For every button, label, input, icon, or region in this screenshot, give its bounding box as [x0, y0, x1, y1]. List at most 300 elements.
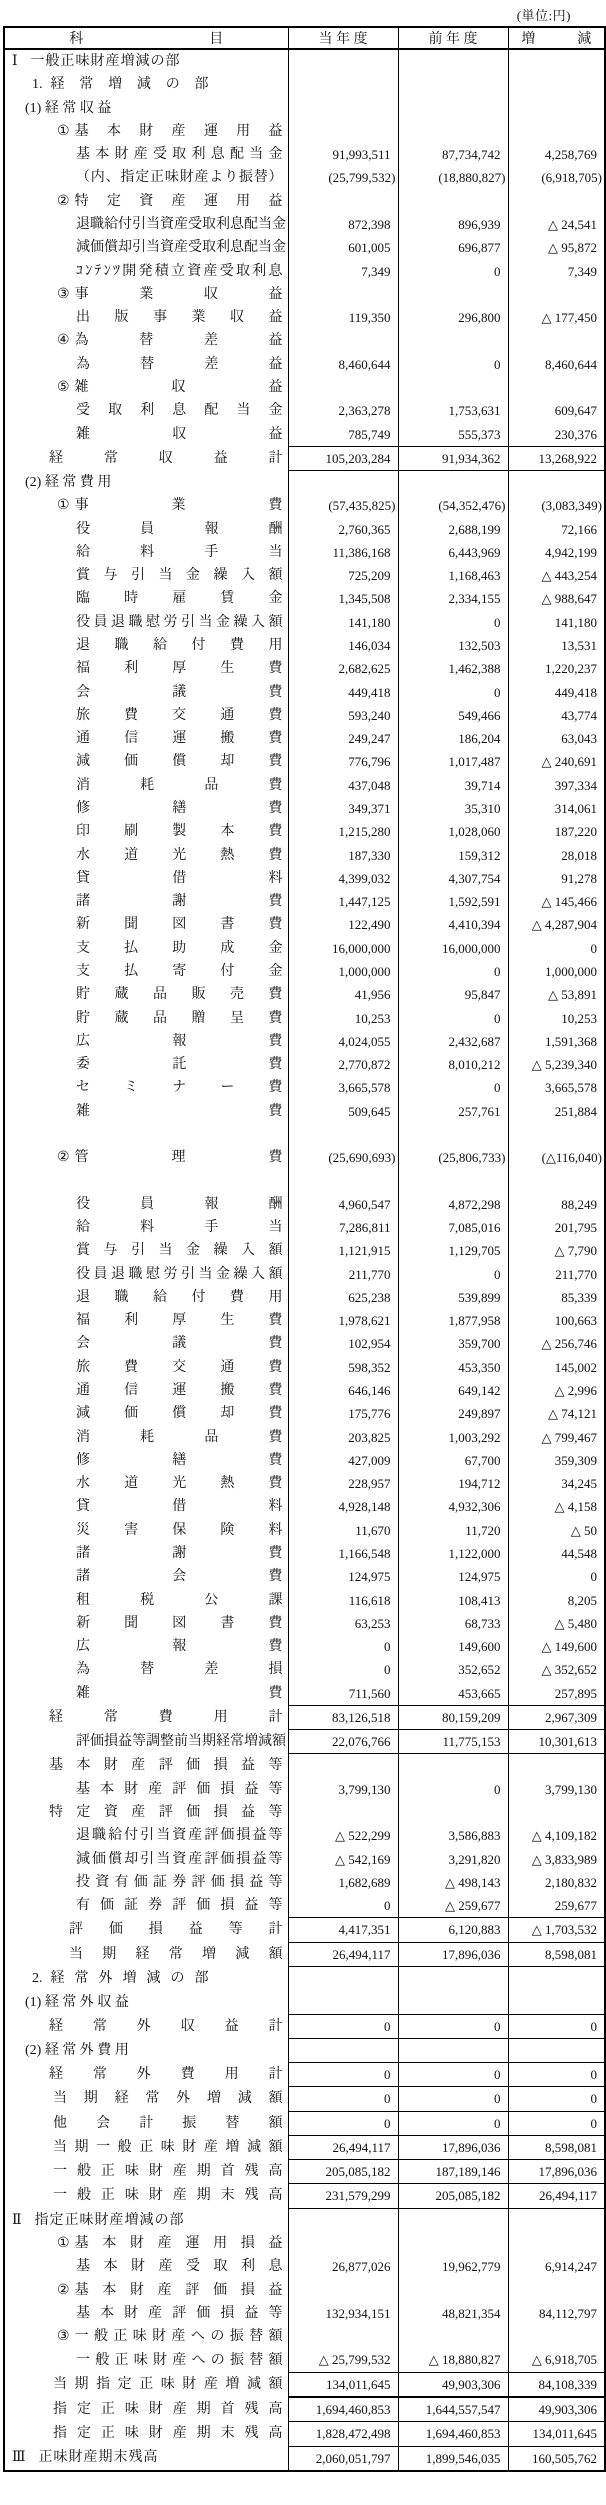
value-previous-year: 95,847: [398, 983, 508, 1006]
value-change: 1,000,000: [508, 960, 605, 983]
value-current-year: 16,000,000: [288, 937, 398, 960]
account-label: 臨時雇賃金: [76, 591, 283, 607]
value-change: 0: [508, 2014, 605, 2038]
value-current-year: 2,682,625: [288, 657, 398, 680]
value-current-year: 0: [288, 2063, 398, 2087]
value-change: △ 50: [508, 1519, 605, 1542]
subsection-title: 経常増減の部: [50, 77, 209, 93]
value-previous-year: [398, 2232, 508, 2255]
circled-number: ②: [57, 193, 70, 209]
value-current-year: 91,993,511: [288, 143, 398, 166]
value-change: 43,774: [508, 704, 605, 727]
value-current-year: [288, 1967, 398, 1991]
table-row: [4, 890, 605, 913]
value-change: [508, 471, 605, 495]
account-label: 当期経常外増減額: [53, 2091, 283, 2107]
value-current-year: 105,203,284: [288, 446, 398, 470]
account-label: 賞与引当金繰入額: [76, 1243, 283, 1259]
account-label: 消耗品費: [76, 777, 283, 793]
value-change: 259,677: [508, 1894, 605, 1918]
table-row: [4, 2397, 605, 2422]
account-label: 減価償却引当資産評価損益等: [76, 1851, 283, 1867]
account-label: 新聞図書費: [76, 917, 283, 933]
value-change: 84,108,339: [508, 2372, 605, 2397]
value-current-year: 437,048: [288, 774, 398, 797]
value-current-year: 601,005: [288, 236, 398, 259]
value-current-year: 0: [288, 2014, 398, 2038]
value-current-year: 598,352: [288, 1356, 398, 1379]
account-label: [4, 494, 288, 517]
value-change: (△116,040): [508, 1146, 605, 1169]
account-label: [4, 2279, 288, 2302]
account-label: 諸会費: [76, 1569, 283, 1585]
table-row: [4, 329, 605, 352]
table-row: [4, 797, 605, 820]
value-change: 134,011,645: [508, 2422, 605, 2446]
value-change: △ 7,790: [508, 1239, 605, 1262]
account-label: 貸借料: [76, 1499, 283, 1515]
account-label: 退職給付引当資産評価損益等: [76, 1828, 283, 1844]
account-label: [4, 2208, 288, 2232]
table-row: [4, 446, 605, 470]
account-label: 経常費用計: [49, 1709, 283, 1725]
value-current-year: 134,011,645: [288, 2372, 398, 2397]
account-label: 特定資産評価損益等: [49, 1805, 283, 1821]
value-current-year: 102,954: [288, 1332, 398, 1355]
table-row: [4, 1801, 605, 1824]
table-row: [4, 634, 605, 657]
account-label: 減価償却引当資産受取利息配当金: [76, 240, 286, 256]
value-previous-year: △ 18,880,827: [398, 2348, 508, 2372]
value-change: △ 177,450: [508, 306, 605, 329]
value-change: △ 352,652: [508, 1658, 605, 1681]
account-label: 貸借料: [76, 870, 283, 886]
account-label: 貯蔵品贈呈費: [76, 1010, 283, 1026]
account-label: 受取利息配当金: [76, 403, 283, 419]
account-name: 雑収益: [74, 379, 283, 395]
value-previous-year: [398, 1754, 508, 1778]
value-change: [508, 1801, 605, 1824]
value-current-year: 711,560: [288, 1682, 398, 1706]
value-previous-year: 1,028,060: [398, 820, 508, 843]
value-previous-year: 1,003,292: [398, 1426, 508, 1449]
value-previous-year: 16,000,000: [398, 937, 508, 960]
value-current-year: 4,417,351: [288, 1918, 398, 1942]
value-change: 0: [508, 2111, 605, 2135]
circled-number: ①: [57, 498, 70, 514]
circled-number: ③: [57, 2329, 70, 2345]
value-change: 397,334: [508, 774, 605, 797]
account-label: 給料手当: [76, 544, 283, 560]
value-current-year: 26,877,026: [288, 2255, 398, 2278]
account-label: 福利厚生費: [76, 661, 283, 677]
table-row: [4, 260, 605, 283]
value-current-year: 1,828,472,498: [288, 2422, 398, 2446]
account-name: 一般正味財産への振替額: [74, 2329, 283, 2345]
value-current-year: 26,494,117: [288, 2135, 398, 2159]
value-change: 85,339: [508, 1286, 605, 1309]
value-previous-year: 108,413: [398, 1589, 508, 1612]
table-row: [4, 2087, 605, 2111]
value-previous-year: 0: [398, 681, 508, 704]
account-label: 当期経常増減額: [69, 1946, 283, 1962]
section-numeral: Ⅱ: [12, 2212, 22, 2228]
value-change: 91,278: [508, 867, 605, 890]
account-label: (1) 経 常 外 収 益: [25, 1994, 129, 2010]
account-label: 旅費交通費: [76, 1359, 283, 1375]
value-change: 4,258,769: [508, 143, 605, 166]
table-row: [4, 1053, 605, 1076]
account-label: [4, 49, 288, 73]
account-label: 出版事業収益: [76, 310, 283, 326]
value-current-year: 4,960,547: [288, 1193, 398, 1216]
value-change: 8,460,644: [508, 353, 605, 376]
value-previous-year: 48,821,354: [398, 2302, 508, 2325]
value-current-year: 4,399,032: [288, 867, 398, 890]
value-current-year: 7,286,811: [288, 1216, 398, 1239]
value-previous-year: [398, 190, 508, 213]
table-row: [4, 120, 605, 143]
table-row: [4, 541, 605, 564]
account-label: 修繕費: [76, 800, 283, 816]
section-numeral: Ⅲ: [12, 2450, 26, 2466]
value-current-year: 11,386,168: [288, 541, 398, 564]
value-previous-year: 1,877,958: [398, 1309, 508, 1332]
column-header-current-year: 当 年 度: [288, 27, 398, 49]
table-row: [4, 1263, 605, 1286]
value-previous-year: [398, 1967, 508, 1991]
value-previous-year: 453,665: [398, 1682, 508, 1706]
column-header-account: 科 目: [4, 27, 288, 49]
value-change: 3,665,578: [508, 1076, 605, 1099]
value-current-year: 2,770,872: [288, 1053, 398, 1076]
value-change: △ 240,691: [508, 750, 605, 773]
value-change: [508, 73, 605, 96]
value-change: [508, 2325, 605, 2348]
value-previous-year: 91,934,362: [398, 446, 508, 470]
account-label: [4, 1169, 288, 1192]
value-previous-year: 132,503: [398, 634, 508, 657]
value-change: 72,166: [508, 518, 605, 541]
value-change: 145,002: [508, 1356, 605, 1379]
table-row: [4, 937, 605, 960]
value-previous-year: 4,932,306: [398, 1495, 508, 1518]
table-row: [4, 1942, 605, 1966]
account-label: 委託費: [76, 1057, 283, 1073]
value-previous-year: 8,010,212: [398, 1053, 508, 1076]
value-change: △ 145,466: [508, 890, 605, 913]
value-change: △ 5,239,340: [508, 1053, 605, 1076]
value-previous-year: 87,734,742: [398, 143, 508, 166]
section-numeral: Ⅰ: [12, 54, 18, 69]
value-current-year: △ 25,799,532: [288, 2348, 398, 2372]
table-row: [4, 1990, 605, 2014]
table-row: [4, 2014, 605, 2038]
value-previous-year: [398, 2208, 508, 2232]
account-label: 会議費: [76, 684, 283, 700]
value-previous-year: 17,896,036: [398, 2135, 508, 2159]
value-change: [508, 1123, 605, 1146]
account-name: 事業収益: [74, 286, 283, 302]
section-title: 指定正味財産増減の部: [34, 2212, 185, 2228]
table-row: [4, 353, 605, 376]
value-previous-year: 2,432,687: [398, 1030, 508, 1053]
value-previous-year: 0: [398, 2063, 508, 2087]
value-change: △ 4,109,182: [508, 1824, 605, 1847]
value-previous-year: △ 259,677: [398, 1894, 508, 1918]
value-change: △ 53,891: [508, 983, 605, 1006]
table-row: [4, 681, 605, 704]
value-current-year: 1,215,280: [288, 820, 398, 843]
table-row: [4, 49, 605, 73]
value-previous-year: 0: [398, 1076, 508, 1099]
table-row: [4, 774, 605, 797]
account-label: （内、指定正味財産より振替）: [76, 170, 283, 186]
value-previous-year: 352,652: [398, 1658, 508, 1681]
value-current-year: 0: [288, 1635, 398, 1658]
account-label: 退職給付費用: [76, 638, 283, 654]
table-row: [4, 1379, 605, 1402]
table-row: [4, 1216, 605, 1239]
value-change: 13,531: [508, 634, 605, 657]
value-current-year: [288, 2279, 398, 2302]
value-current-year: 449,418: [288, 681, 398, 704]
account-label: 役員報酬: [76, 1196, 283, 1212]
table-row: [4, 2255, 605, 2278]
value-current-year: [288, 49, 398, 73]
value-current-year: 785,749: [288, 423, 398, 447]
value-current-year: [288, 120, 398, 143]
value-current-year: 4,024,055: [288, 1030, 398, 1053]
account-label: 租税公課: [76, 1592, 283, 1608]
value-current-year: [288, 329, 398, 352]
value-change: 251,884: [508, 1100, 605, 1123]
table-row: [4, 1076, 605, 1099]
table-row: [4, 1635, 605, 1658]
value-change: △ 149,600: [508, 1635, 605, 1658]
value-current-year: 593,240: [288, 704, 398, 727]
value-change: [508, 1169, 605, 1192]
table-row: [4, 1682, 605, 1706]
value-previous-year: 896,939: [398, 213, 508, 236]
value-previous-year: 3,291,820: [398, 1848, 508, 1871]
account-name: 特定資産運用益: [74, 193, 283, 209]
account-label: 新聞図書費: [76, 1615, 283, 1631]
value-change: 187,220: [508, 820, 605, 843]
value-change: 4,942,199: [508, 541, 605, 564]
value-previous-year: (54,352,476): [398, 494, 508, 517]
table-row: [4, 2038, 605, 2062]
account-label: 評価損益等計: [69, 1922, 283, 1938]
value-previous-year: [398, 283, 508, 306]
account-label: 役員報酬: [76, 521, 283, 537]
value-previous-year: 0: [398, 1778, 508, 1801]
subsection-number: 1.: [32, 77, 43, 93]
account-label: [4, 2232, 288, 2255]
value-change: 2,967,309: [508, 1705, 605, 1729]
account-label: 広報費: [76, 1033, 283, 1049]
value-current-year: [288, 1990, 398, 2014]
value-previous-year: 205,085,182: [398, 2184, 508, 2208]
table-row: [4, 750, 605, 773]
value-previous-year: 453,350: [398, 1356, 508, 1379]
value-change: △ 2,996: [508, 1379, 605, 1402]
account-label: 雑費: [76, 1685, 283, 1701]
value-change: [508, 120, 605, 143]
value-previous-year: 49,903,306: [398, 2372, 508, 2397]
table-row: [4, 1402, 605, 1425]
account-label: 有価証券評価損益等: [76, 1898, 283, 1914]
value-previous-year: 2,688,199: [398, 518, 508, 541]
value-current-year: 231,579,299: [288, 2184, 398, 2208]
value-change: 314,061: [508, 797, 605, 820]
value-change: △ 4,158: [508, 1495, 605, 1518]
table-row: [4, 306, 605, 329]
table-row: [4, 1193, 605, 1216]
value-previous-year: 0: [398, 2111, 508, 2135]
value-current-year: △ 522,299: [288, 1824, 398, 1847]
value-previous-year: 1,753,631: [398, 399, 508, 422]
value-change: 230,376: [508, 423, 605, 447]
column-header-previous-year: 前 年 度: [398, 27, 508, 49]
account-label: 経常外収益計: [49, 2018, 283, 2034]
account-name: 事業費: [74, 498, 283, 514]
table-row: [4, 1778, 605, 1801]
value-previous-year: [398, 2325, 508, 2348]
value-current-year: (57,435,825): [288, 494, 398, 517]
value-change: 49,903,306: [508, 2397, 605, 2422]
header-row: [4, 27, 605, 49]
value-change: 359,309: [508, 1449, 605, 1472]
account-label: 旅費交通費: [76, 707, 283, 723]
value-change: 88,249: [508, 1193, 605, 1216]
section-title: 一般正味財産増減の部: [30, 54, 181, 69]
account-label: [4, 1967, 288, 1991]
value-change: 0: [508, 1565, 605, 1588]
table-row: [4, 1495, 605, 1518]
circled-number: ②: [57, 1150, 70, 1166]
account-label: [4, 1146, 288, 1169]
value-previous-year: △ 498,143: [398, 1871, 508, 1894]
account-label: 当期一般正味財産増減額: [53, 2139, 283, 2155]
value-current-year: 725,209: [288, 564, 398, 587]
value-previous-year: 1,592,591: [398, 890, 508, 913]
value-previous-year: 1,017,487: [398, 750, 508, 773]
value-current-year: 1,000,000: [288, 960, 398, 983]
account-label: (2) 経 常 費 用: [25, 474, 112, 490]
value-change: △ 1,703,532: [508, 1918, 605, 1942]
value-change: 2,180,832: [508, 1871, 605, 1894]
table-row: [4, 1100, 605, 1123]
value-change: 1,591,368: [508, 1030, 605, 1053]
value-current-year: 872,398: [288, 213, 398, 236]
account-label: 一般正味財産期首残高: [53, 2164, 283, 2180]
table-row: [4, 1472, 605, 1495]
value-change: 211,770: [508, 1263, 605, 1286]
account-label: [4, 376, 288, 399]
value-current-year: 2,060,051,797: [288, 2446, 398, 2471]
value-previous-year: (18,880,827): [398, 166, 508, 189]
value-change: 63,043: [508, 727, 605, 750]
table-row: [4, 2063, 605, 2087]
subsection-title: 経常外増減の部: [50, 1970, 209, 1986]
table-row: [4, 2160, 605, 2184]
value-current-year: [288, 1169, 398, 1192]
value-change: 26,494,117: [508, 2184, 605, 2208]
value-previous-year: [398, 1990, 508, 2014]
value-previous-year: 4,872,298: [398, 1193, 508, 1216]
table-row: [4, 844, 605, 867]
table-row: [4, 960, 605, 983]
account-label: [4, 120, 288, 143]
value-previous-year: 17,896,036: [398, 1942, 508, 1966]
value-current-year: 211,770: [288, 1263, 398, 1286]
value-change: 3,799,130: [508, 1778, 605, 1801]
value-current-year: 7,349: [288, 260, 398, 283]
value-current-year: 249,247: [288, 727, 398, 750]
table-row: [4, 1565, 605, 1588]
account-label: 一般正味財産期末残高: [53, 2188, 283, 2204]
account-label: [4, 73, 288, 96]
table-row: [4, 190, 605, 213]
value-current-year: [288, 190, 398, 213]
table-row: [4, 564, 605, 587]
value-change: [508, 49, 605, 73]
value-change: [508, 376, 605, 399]
table-row: [4, 494, 605, 517]
value-current-year: [288, 1754, 398, 1778]
value-previous-year: 11,775,153: [398, 1730, 508, 1754]
value-current-year: [288, 376, 398, 399]
value-previous-year: 649,142: [398, 1379, 508, 1402]
account-label: (2) 経 常 外 費 用: [25, 2042, 129, 2058]
account-label: (1) 経 常 収 益: [25, 100, 112, 116]
value-change: 160,505,762: [508, 2446, 605, 2471]
value-previous-year: 0: [398, 2087, 508, 2111]
value-change: 449,418: [508, 681, 605, 704]
value-previous-year: [398, 1801, 508, 1824]
value-change: 10,301,613: [508, 1730, 605, 1754]
subsection-number: 2.: [32, 1970, 43, 1986]
value-change: 84,112,797: [508, 2302, 605, 2325]
value-change: △ 799,467: [508, 1426, 605, 1449]
account-label: 賞与引当金繰入額: [76, 568, 283, 584]
value-change: 7,349: [508, 260, 605, 283]
account-label: ｺﾝﾃﾝﾂ開発積立資産受取利息: [76, 263, 283, 279]
value-change: 8,598,081: [508, 2135, 605, 2159]
unit-note: (単位:円): [516, 8, 571, 23]
account-label: 広報費: [76, 1639, 283, 1655]
value-current-year: 1,166,548: [288, 1542, 398, 1565]
value-previous-year: [398, 73, 508, 96]
value-previous-year: 1,122,000: [398, 1542, 508, 1565]
column-header-change: 増 減: [508, 27, 605, 49]
value-previous-year: 539,899: [398, 1286, 508, 1309]
value-change: △ 256,746: [508, 1332, 605, 1355]
table-row: [4, 983, 605, 1006]
value-change: [508, 2208, 605, 2232]
value-change: 257,895: [508, 1682, 605, 1706]
account-label: 給料手当: [76, 1220, 283, 1236]
value-current-year: 3,665,578: [288, 1076, 398, 1099]
account-label: 一般正味財産への振替額: [76, 2352, 283, 2368]
table-row: [4, 1848, 605, 1871]
value-change: 0: [508, 2063, 605, 2087]
value-previous-year: 257,761: [398, 1100, 508, 1123]
table-row: [4, 1589, 605, 1612]
table-row: [4, 283, 605, 306]
table-row: [4, 423, 605, 447]
